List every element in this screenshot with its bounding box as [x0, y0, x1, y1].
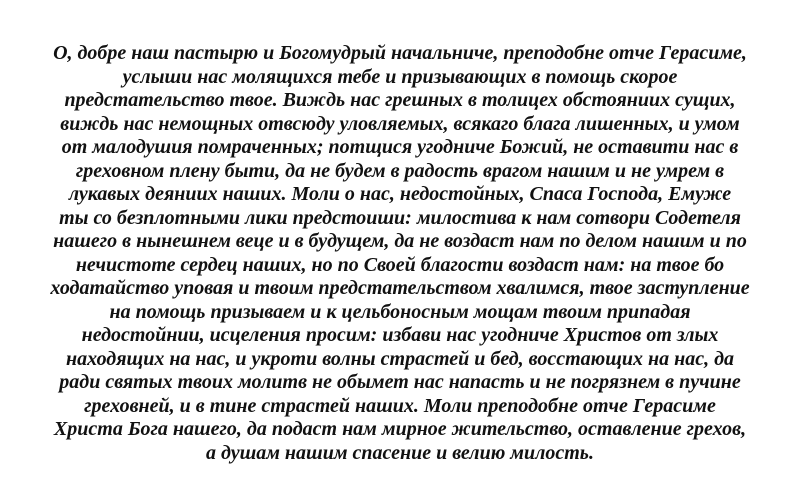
prayer-line: нечистоте сердец наших, но по Своей благости воздаст нам: на твое бо [75, 253, 725, 276]
prayer-text [20, 42, 780, 465]
prayer-line: греховном плену быти, да не будем в радость врагом нашим и не умрем в [75, 159, 725, 182]
prayer-line: ты со безплотными лики предстоиши: милостива к нам сотвори Содетеля [59, 206, 741, 229]
prayer-line: Христа Бога нашего, да подаст нам мирное жительство, оставление грехов, [53, 418, 747, 440]
prayer-line: нашего в нынешнем веце и в будущем, да не воздаст нам по делом нашим и по [53, 230, 747, 252]
prayer-line: греховней, и в тине страстей наших. Моли преподобне отче Герасиме [84, 394, 716, 417]
prayer-line: а душам нашим спасение и велию милость. [206, 441, 594, 464]
prayer-line: ходатайство уповая и твоим предстательством хвалимся, твое заступление [50, 277, 750, 299]
prayer-line: О, добре наш пастырю и Богомудрый начальниче, преподобне отче Герасиме, [53, 42, 747, 64]
prayer-line: услыши нас молящихся тебе и призывающих в помощь скорое [122, 65, 678, 88]
prayer-line: виждь нас немощных отвсюду уловляемых, всякаго блага лишенных, и умом [60, 112, 740, 135]
prayer-line: ради святых твоих молитв не обымет нас напасть и не погрязнем в пучине [59, 371, 741, 393]
prayer-line: на помощь призываем и к цельбоносным мощам твоим припадая [109, 300, 691, 323]
prayer-line: находящих на нас, и укроти волны страстей и бед, восстающих на нас, да [65, 347, 735, 370]
prayer-line: от малодушия помраченных; потщися угодниче Божий, не оставити нас в [61, 136, 739, 158]
prayer-line: предстательство твое. Виждь нас грешных в толицех обстояниих сущих, [64, 89, 736, 111]
prayer-line: лукавых деяниих наших. Моли о нас, недостойных, Спаса Господа, Емуже [68, 183, 732, 205]
prayer-line: недостойнии, исцеления просим: избави нас угодниче Христов от злых [81, 324, 719, 346]
